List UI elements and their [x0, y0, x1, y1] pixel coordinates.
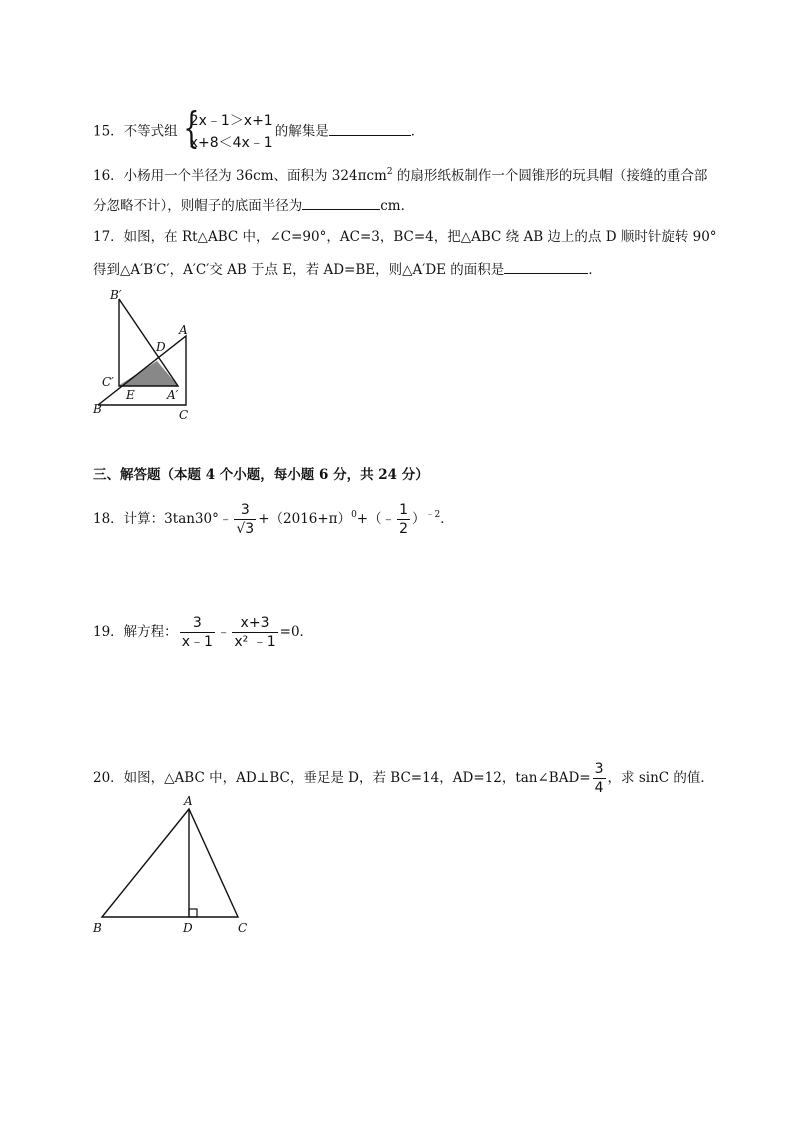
q16-superscript: 2 — [386, 167, 393, 177]
q17-text-b: 得到△A′B′C′，A′C′交 AB 于点 E，若 AD=BE，则△A′DE 的面积是 — [93, 262, 505, 278]
q19-f1-den: x﹣1 — [181, 634, 213, 650]
q18-exp-0: 0 — [351, 510, 357, 520]
q18-f1-den: √3 — [236, 521, 255, 537]
q19-fraction-2 — [232, 614, 277, 651]
q19-text-a: 19．解方程： — [93, 624, 178, 640]
question-15 — [93, 103, 425, 154]
q15-prefix: 15．不等式组 — [93, 123, 178, 140]
q18-text-a: 18．计算：3tan30°﹣ — [93, 511, 233, 527]
label-C: C — [179, 408, 189, 422]
label-E: E — [126, 388, 135, 402]
q20-text-a: 20．如图，△ABC 中，AD⊥BC，垂足是 D，若 BC=14，AD=12，tan∠BAD= — [93, 770, 591, 786]
label-B: B — [93, 402, 102, 416]
answer-blank-17[interactable] — [504, 258, 588, 274]
q18-text-b: +（2016+π） — [258, 511, 352, 527]
triangle-ABC — [102, 809, 238, 917]
q18-f1-num: 3 — [240, 502, 250, 518]
q20-f-num: 3 — [594, 761, 604, 777]
q19-text-b: =0． — [279, 624, 314, 640]
label-Cp: C′ — [102, 375, 114, 389]
q18-fraction-2 — [397, 501, 410, 538]
q20-figure — [88, 795, 288, 940]
question-19 — [93, 614, 313, 651]
section-3-title: 三、解答题（本题 4 个小题，每小题 6 分，共 24 分） — [93, 467, 429, 483]
q18-text-c: +（﹣ — [356, 511, 396, 527]
q18-fraction-1 — [234, 501, 256, 538]
q19-f1-num: 3 — [192, 615, 202, 631]
inequality-system: { 2x﹣1＞x+1 x+8＜4x﹣1 — [183, 103, 273, 152]
label-C: C — [238, 921, 248, 935]
q18-f2-den: 2 — [399, 521, 409, 537]
q18-f2-num: 1 — [399, 502, 409, 518]
q19-fraction-1 — [180, 614, 215, 651]
question-16-line-2 — [93, 194, 414, 216]
q16-text-b: 的扇形纸板制作一个圆锥形的玩具帽（接缝的重合部 — [392, 168, 708, 184]
q19-f2-den: x² ﹣1 — [234, 634, 276, 650]
q19-minus: ﹣ — [216, 624, 231, 640]
answer-blank-16[interactable] — [302, 194, 380, 210]
q16-unit: cm． — [380, 198, 415, 214]
q16-text-a: 16．小杨用一个半径为 36cm、面积为 324πcm — [93, 168, 387, 184]
label-A: A — [179, 323, 188, 337]
label-A: A — [184, 795, 193, 808]
q20-fraction — [593, 760, 606, 797]
label-Bp: B′ — [110, 288, 122, 302]
label-D: D — [183, 921, 193, 935]
question-16-line-1 — [93, 162, 707, 186]
question-17-line-2 — [93, 258, 602, 280]
q18-exp-neg2: ﹣2 — [425, 510, 441, 520]
inequality-2: x+8＜4x﹣1 — [189, 135, 273, 151]
label-D: D — [156, 340, 166, 354]
question-20 — [93, 760, 714, 797]
label-Ap: A′ — [167, 388, 179, 402]
question-17-line-1 — [93, 227, 717, 247]
right-angle-mark — [189, 909, 197, 917]
q15-end: ． — [410, 123, 425, 140]
label-B: B — [93, 921, 102, 935]
q17-figure — [88, 285, 208, 425]
q18-end: ． — [440, 511, 454, 527]
question-18 — [93, 501, 454, 538]
q17-text-a: 17．如图，在 Rt△ABC 中，∠C=90°，AC=3，BC=4，把△ABC 绕 AB 边上的点 D 顺时针旋转 90° — [93, 229, 717, 245]
q17-end: ． — [588, 262, 602, 278]
q16-text-c: 分忽略不计），则帽子的底面半径为 — [93, 198, 303, 214]
q20-text-b: ，求 sinC 的值． — [607, 770, 714, 786]
q19-f2-num: x+3 — [240, 615, 270, 631]
inequality-1: 2x﹣1＞x+1 — [189, 113, 273, 129]
q18-text-d: ） — [412, 511, 426, 527]
answer-blank-15[interactable] — [329, 120, 411, 136]
q15-suffix: 的解集是 — [274, 123, 329, 140]
q20-f-den: 4 — [594, 780, 604, 796]
